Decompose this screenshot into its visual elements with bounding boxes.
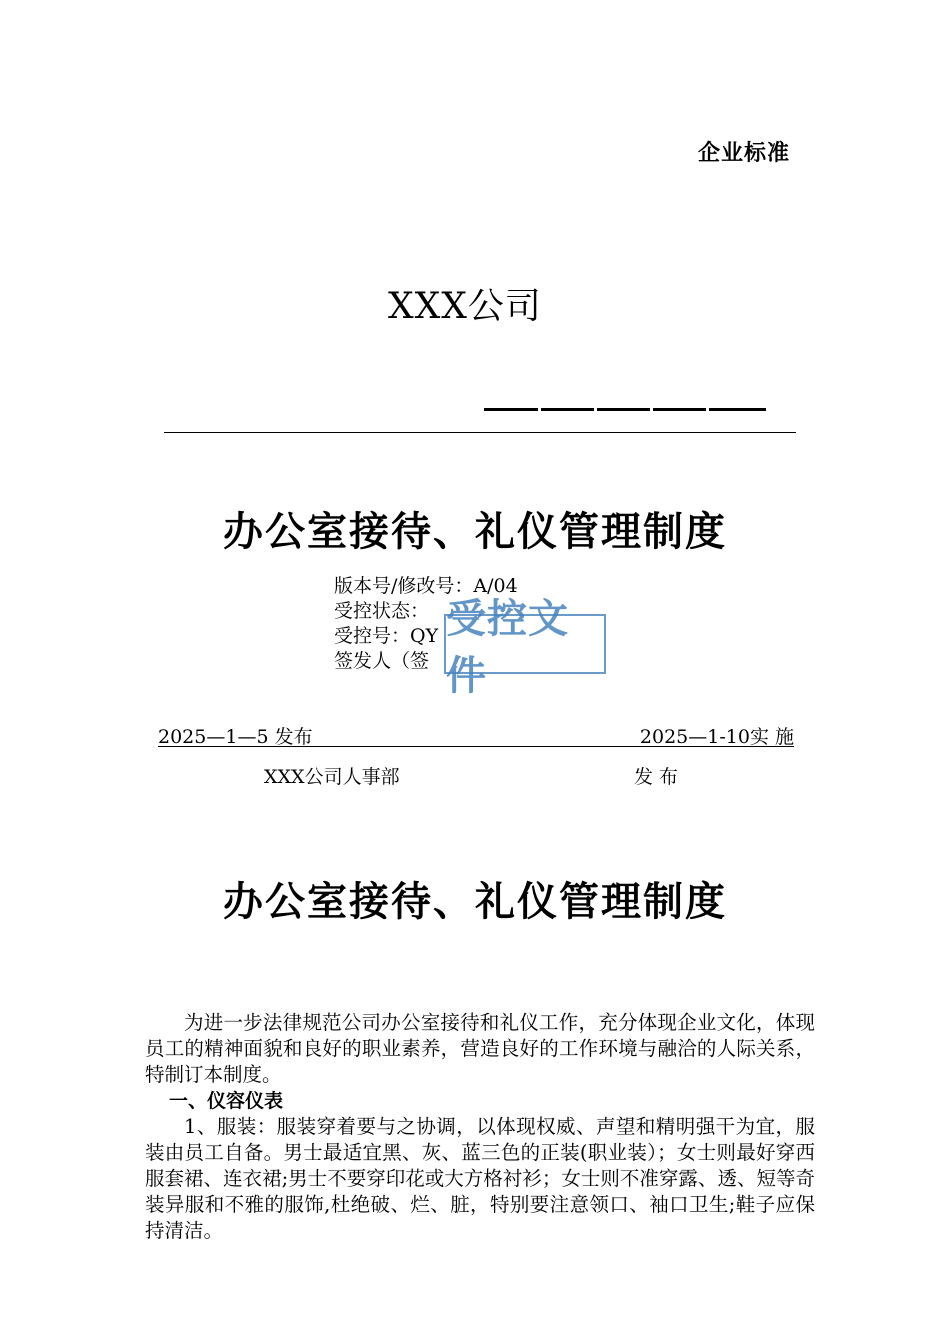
standard-label: 企业标准 <box>698 141 791 166</box>
section-paragraph: 1、服装：服装穿着要与之协调，以体现权威、声望和精明强干为宜，服装由员工自备。男士最适宜黑、灰、蓝三色的正装(职业装）；女士则最好穿西服套裙、连衣裙;男士不要穿印花或大方格衬衫；女士则不准穿露、透、短等奇装异服和不雅的服饰,杜绝破、烂、脏，特别要注意领口、袖口卫生;鞋子应保持清洁。 <box>145 1115 815 1242</box>
publish-row <box>158 722 794 747</box>
department: XXX公司人事部 <box>264 766 400 788</box>
issuer-line: 签发人（签 <box>334 650 430 672</box>
version-line: 版本号/修改号：A/04 <box>334 575 518 597</box>
intro-paragraph: 为进一步法律规范公司办公室接待和礼仪工作，充分体现企业文化，体现员工的精神面貌和良好的职业素养，营造良好的工作环境与融洽的人际关系，特制订本制度。 <box>145 1011 815 1086</box>
release-label: 发 布 <box>634 766 679 788</box>
effective-date: 2025—1-10实 施 <box>639 726 794 748</box>
publish-date: 2025—1—5 发布 <box>158 726 313 748</box>
controlled-document-stamp: 受控文件 <box>444 614 606 674</box>
section-heading: 一、仪容仪表 <box>169 1090 284 1112</box>
body-title: 办公室接待、礼仪管理制度 <box>223 879 727 925</box>
separator-dashes <box>484 408 766 411</box>
control-number-line: 受控号：QY <box>334 625 439 647</box>
company-name: XXX公司 <box>388 286 542 327</box>
header-rule <box>164 432 796 433</box>
document-title: 办公室接待、礼仪管理制度 <box>223 509 727 555</box>
body-content <box>145 1010 815 1244</box>
control-status-line: 受控状态： <box>334 600 430 622</box>
